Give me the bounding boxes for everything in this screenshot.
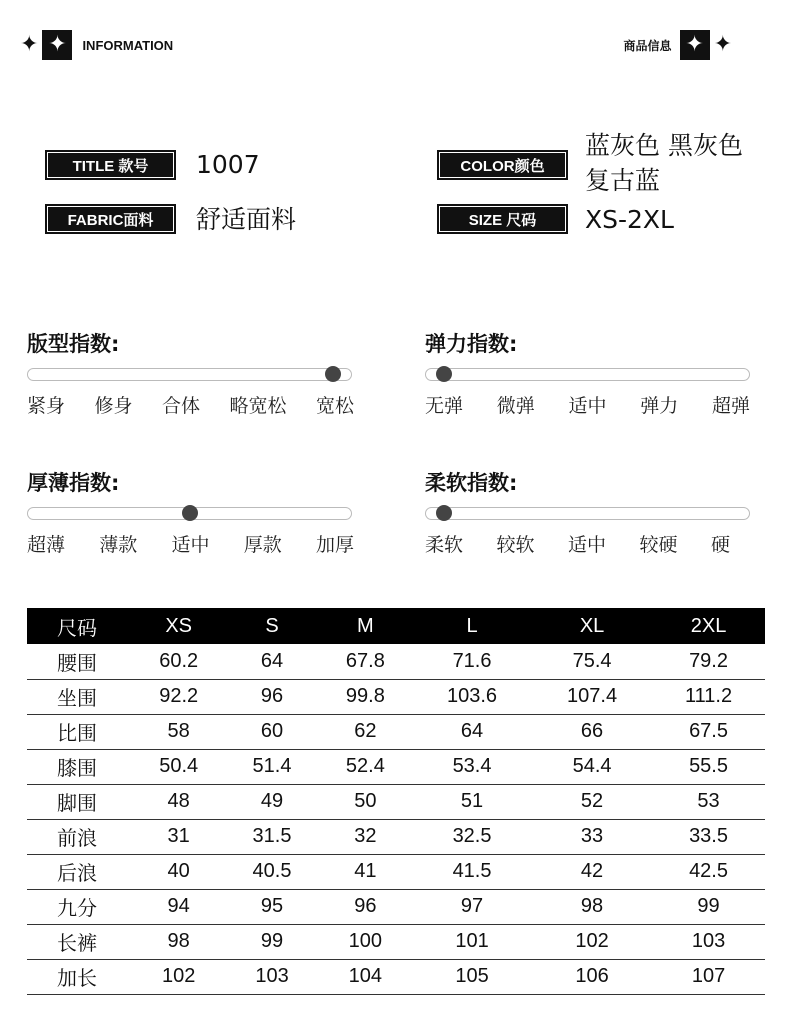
- table-header-row: [27, 608, 765, 644]
- index-option: 加厚: [315, 534, 354, 556]
- value-cell: 32: [319, 819, 412, 854]
- row-label-cell: 长裤: [27, 924, 132, 959]
- value-cell: 52.4: [319, 749, 412, 784]
- size-value: XS-2XL: [585, 205, 674, 234]
- index-option: 厚款: [243, 534, 282, 556]
- value-cell: 52: [532, 784, 652, 819]
- index-option: 紧身: [27, 395, 66, 417]
- index-option: 宽松: [315, 395, 354, 417]
- value-cell: 98: [532, 889, 652, 924]
- index-option: 略宽松: [229, 395, 287, 417]
- value-cell: 31.5: [225, 819, 318, 854]
- product-info-label: 商品信息: [623, 38, 672, 53]
- value-cell: 97: [412, 889, 532, 924]
- value-cell: 53.4: [412, 749, 532, 784]
- index-option: 适中: [567, 534, 606, 556]
- index-title: 弹力指数:: [425, 332, 518, 356]
- value-cell: 96: [225, 679, 318, 714]
- value-cell: 99: [652, 889, 765, 924]
- index-option: 弹力: [640, 395, 679, 417]
- value-cell: 42.5: [652, 854, 765, 889]
- index-option: 较硬: [639, 534, 678, 556]
- row-label-cell: 九分: [27, 889, 132, 924]
- value-cell: 62: [319, 714, 412, 749]
- value-cell: 107.4: [532, 679, 652, 714]
- header-cell: M: [319, 608, 412, 644]
- table-row: [27, 854, 765, 889]
- value-cell: 51: [412, 784, 532, 819]
- index-option: 柔软: [425, 534, 464, 556]
- value-cell: 67.5: [652, 714, 765, 749]
- index-option: 微弹: [496, 395, 535, 417]
- sparkle-icon: ✦: [20, 32, 39, 57]
- index-option: 无弹: [425, 395, 464, 417]
- index-option: 修身: [94, 395, 133, 417]
- sparkle-icon: ✦: [713, 32, 732, 57]
- header-left: [20, 30, 173, 60]
- index-option: 超弹: [711, 395, 750, 417]
- value-cell: 58: [132, 714, 225, 749]
- table-row: [27, 819, 765, 854]
- index-options: [27, 530, 354, 557]
- value-cell: 64: [225, 644, 318, 679]
- value-cell: 103: [652, 924, 765, 959]
- value-cell: 67.8: [319, 644, 412, 679]
- header-cell: XL: [532, 608, 652, 644]
- index-option: 薄款: [99, 534, 138, 556]
- value-cell: 55.5: [652, 749, 765, 784]
- table-row: [27, 749, 765, 784]
- row-label-cell: 比围: [27, 714, 132, 749]
- value-cell: 31: [132, 819, 225, 854]
- index-option: 硬: [710, 534, 730, 556]
- value-cell: 60: [225, 714, 318, 749]
- row-label-cell: 脚围: [27, 784, 132, 819]
- sparkle-box-icon: ✦: [680, 30, 710, 60]
- value-cell: 75.4: [532, 644, 652, 679]
- title-value: 1007: [196, 150, 260, 179]
- header-cell: 2XL: [652, 608, 765, 644]
- header-cell: S: [225, 608, 318, 644]
- index-title: 厚薄指数:: [27, 471, 120, 495]
- row-label-cell: 前浪: [27, 819, 132, 854]
- index-option: 超薄: [27, 534, 66, 556]
- index-options: [27, 391, 354, 418]
- table-row: [27, 644, 765, 679]
- value-cell: 71.6: [412, 644, 532, 679]
- value-cell: 101: [412, 924, 532, 959]
- index-track: [425, 368, 750, 381]
- value-cell: 50: [319, 784, 412, 819]
- index-knob: [436, 505, 452, 521]
- value-cell: 94: [132, 889, 225, 924]
- value-cell: 103: [225, 959, 318, 994]
- index-option: 较软: [496, 534, 535, 556]
- size-tag: SIZE 尺码: [437, 204, 568, 234]
- value-cell: 106: [532, 959, 652, 994]
- row-label-cell: 腰围: [27, 644, 132, 679]
- color-tag: COLOR颜色: [437, 150, 568, 180]
- row-label-cell: 加长: [27, 959, 132, 994]
- value-cell: 92.2: [132, 679, 225, 714]
- value-cell: 95: [225, 889, 318, 924]
- color-value-line2: 复古蓝: [585, 166, 661, 195]
- index-knob: [182, 505, 198, 521]
- value-cell: 96: [319, 889, 412, 924]
- index-knob: [436, 366, 452, 382]
- row-label-cell: 膝围: [27, 749, 132, 784]
- value-cell: 64: [412, 714, 532, 749]
- value-cell: 32.5: [412, 819, 532, 854]
- size-table: [27, 608, 765, 995]
- value-cell: 105: [412, 959, 532, 994]
- index-track: [27, 368, 352, 381]
- index-title: 柔软指数:: [425, 471, 518, 495]
- header-cell: L: [412, 608, 532, 644]
- header-cell: 尺码: [27, 608, 132, 644]
- value-cell: 103.6: [412, 679, 532, 714]
- index-options: [425, 530, 730, 557]
- table-row: [27, 679, 765, 714]
- index-track: [425, 507, 750, 520]
- information-label: INFORMATION: [82, 37, 174, 53]
- title-tag: TITLE 款号: [45, 150, 176, 180]
- value-cell: 102: [532, 924, 652, 959]
- value-cell: 100: [319, 924, 412, 959]
- fabric-value: 舒适面料: [196, 205, 297, 234]
- index-options: [425, 391, 750, 418]
- value-cell: 33: [532, 819, 652, 854]
- value-cell: 98: [132, 924, 225, 959]
- value-cell: 41: [319, 854, 412, 889]
- value-cell: 33.5: [652, 819, 765, 854]
- header-right: [624, 30, 732, 60]
- value-cell: 66: [532, 714, 652, 749]
- value-cell: 49: [225, 784, 318, 819]
- value-cell: 48: [132, 784, 225, 819]
- value-cell: 111.2: [652, 679, 765, 714]
- value-cell: 40: [132, 854, 225, 889]
- index-option: 合体: [161, 395, 200, 417]
- index-option: 适中: [568, 395, 607, 417]
- index-option: 适中: [171, 534, 210, 556]
- value-cell: 104: [319, 959, 412, 994]
- table-row: [27, 959, 765, 994]
- table-row: [27, 924, 765, 959]
- sparkle-box-icon: ✦: [42, 30, 72, 60]
- value-cell: 79.2: [652, 644, 765, 679]
- table-row: [27, 784, 765, 819]
- value-cell: 40.5: [225, 854, 318, 889]
- value-cell: 60.2: [132, 644, 225, 679]
- fabric-tag: FABRIC面料: [45, 204, 176, 234]
- row-label-cell: 坐围: [27, 679, 132, 714]
- value-cell: 99.8: [319, 679, 412, 714]
- color-value-line1: 蓝灰色 黑灰色: [585, 131, 743, 160]
- value-cell: 102: [132, 959, 225, 994]
- index-title: 版型指数:: [27, 332, 120, 356]
- table-row: [27, 889, 765, 924]
- value-cell: 54.4: [532, 749, 652, 784]
- value-cell: 107: [652, 959, 765, 994]
- row-label-cell: 后浪: [27, 854, 132, 889]
- value-cell: 42: [532, 854, 652, 889]
- index-track: [27, 507, 352, 520]
- value-cell: 51.4: [225, 749, 318, 784]
- value-cell: 41.5: [412, 854, 532, 889]
- table-row: [27, 714, 765, 749]
- value-cell: 99: [225, 924, 318, 959]
- header-cell: XS: [132, 608, 225, 644]
- index-knob: [325, 366, 341, 382]
- value-cell: 53: [652, 784, 765, 819]
- value-cell: 50.4: [132, 749, 225, 784]
